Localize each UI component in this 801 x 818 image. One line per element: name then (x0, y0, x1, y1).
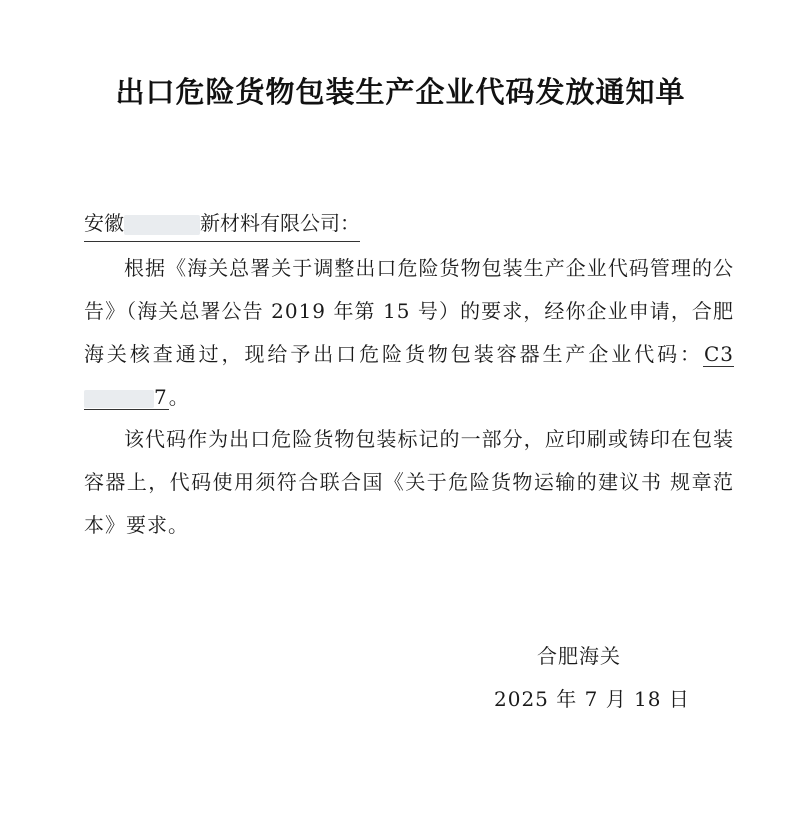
addressee-suffix: 新材料有限公司： (200, 211, 360, 235)
paragraph-1-text: 根据《海关总署关于调整出口危险货物包装生产企业代码管理的公告》（海关总署公告 2019 年第 15 号）的要求，经你企业申请，合肥海关核查通过，现给予出口危险货物包装容器生产企业代码： (84, 256, 734, 366)
issue-date: 2025 年 7 月 18 日 (494, 687, 690, 711)
addressee-line (84, 205, 360, 242)
issuing-authority: 合肥海关 (537, 644, 621, 668)
paragraph-code-issuance (84, 247, 734, 419)
enterprise-code-prefix: C3 (703, 342, 734, 366)
paragraph-1-end: 。 (168, 385, 190, 409)
paragraph-2-text: 该代码作为出口危险货物包装标记的一部分，应印刷或铸印在包装容器上，代码使用须符合联合国《关于危险货物运输的建议书 规章范本》要求。 (84, 427, 734, 537)
enterprise-code-suffix: 7 (154, 385, 168, 409)
document-title: 出口危险货物包装生产企业代码发放通知单 (115, 75, 686, 109)
paragraph-code-usage (84, 418, 734, 547)
addressee-prefix: 安徽 (84, 211, 124, 235)
redacted-code-digits (84, 390, 154, 408)
redacted-company-name (124, 215, 200, 235)
